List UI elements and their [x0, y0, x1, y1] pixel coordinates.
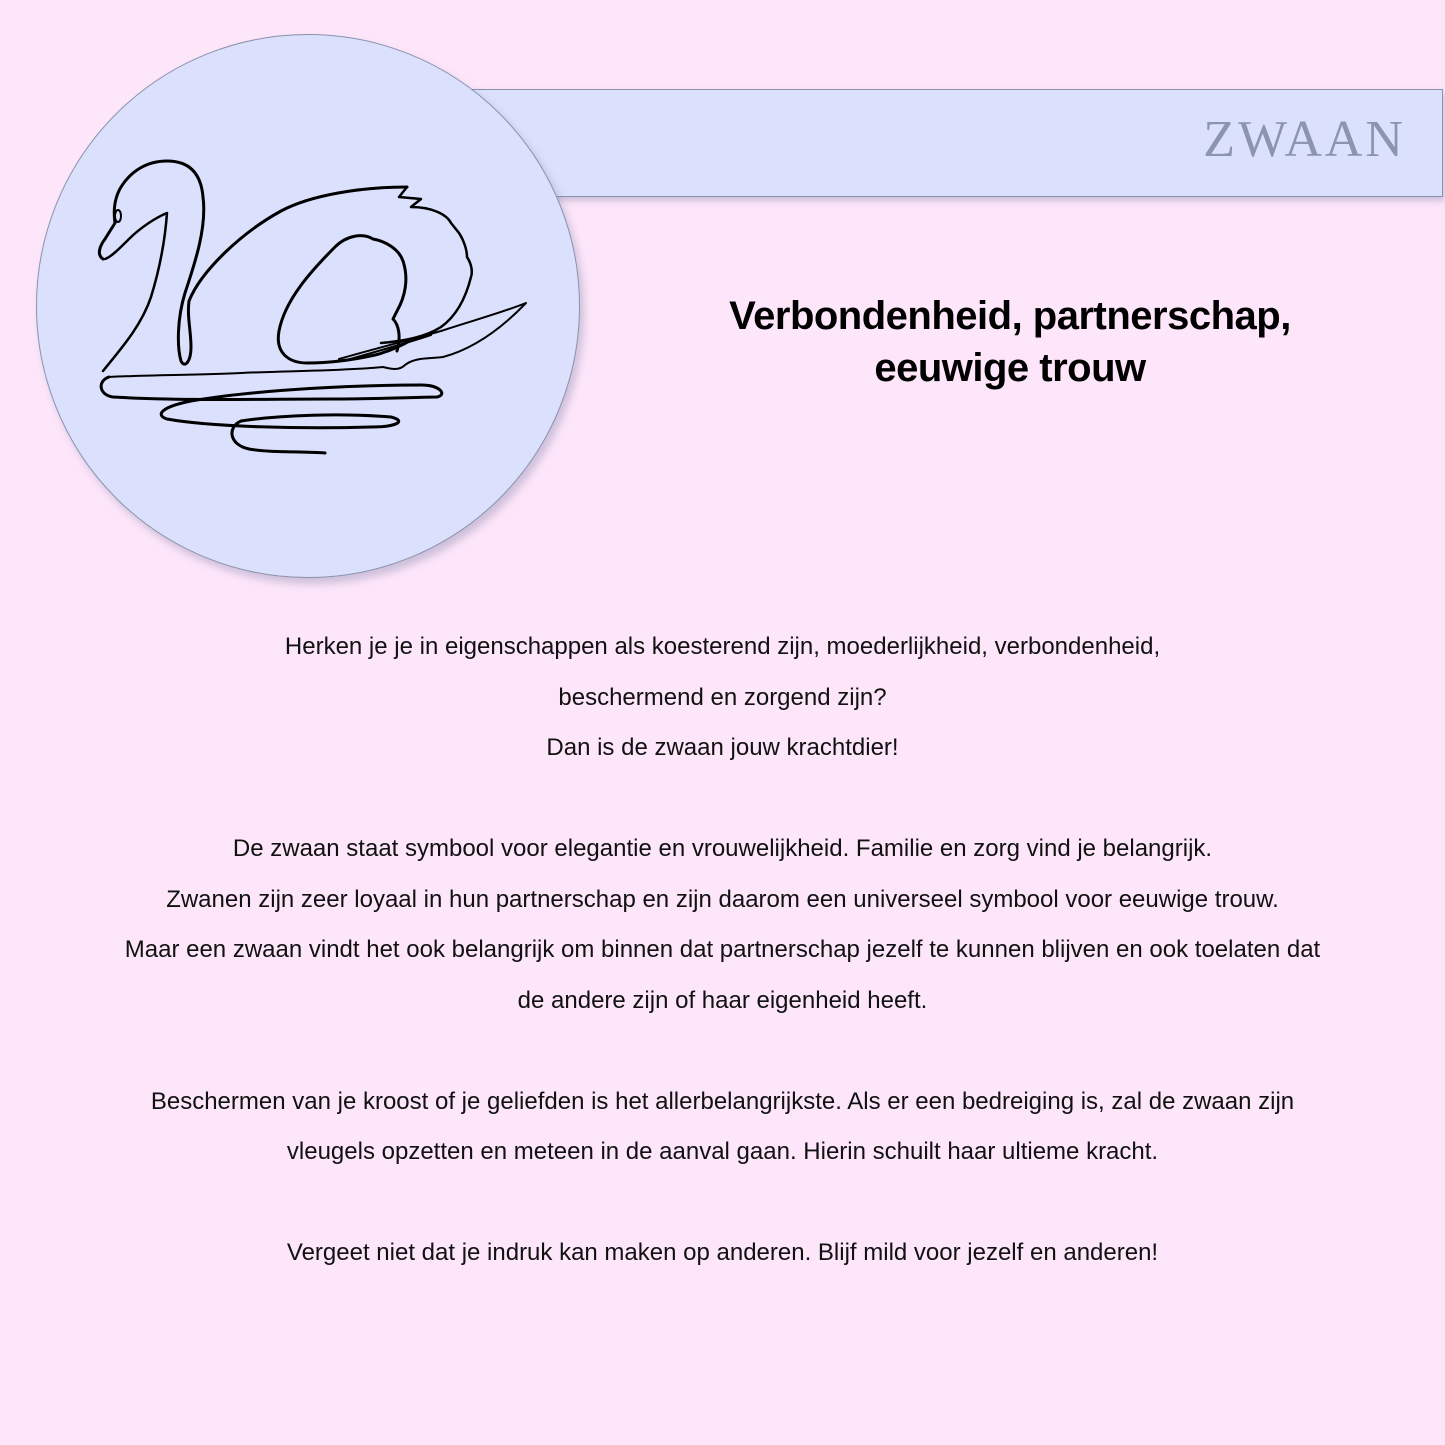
subtitle-heading: [700, 290, 1320, 394]
paragraph-2: [0, 824, 1445, 1026]
paragraph-3: [0, 1077, 1445, 1178]
text-line: Beschermen van je kroost of je geliefden is het allerbelangrijkste. Als er een bedreiging is, zal de zwaan zijn: [150, 1087, 1295, 1115]
title-banner: [470, 89, 1443, 197]
subtitle-line-2: eeuwige trouw: [874, 346, 1146, 390]
paragraph-1: [0, 622, 1445, 774]
page-title: ZWAAN: [1203, 111, 1406, 168]
body-text: [0, 622, 1445, 1279]
paragraph-spacer: [0, 774, 1445, 825]
text-line: Dan is de zwaan jouw krachtdier!: [546, 734, 899, 761]
text-line: Herken je je in eigenschappen als koesterend zijn, moederlijkheid, verbondenheid,: [284, 633, 1161, 660]
paragraph-spacer: [0, 1178, 1445, 1229]
text-line: Vergeet niet dat je indruk kan maken op anderen. Blijf mild voor jezelf en anderen!: [286, 1239, 1159, 1266]
text-line: beschermend en zorgend zijn?: [558, 683, 887, 711]
text-line: Zwanen zijn zeer loyaal in hun partnerschap en zijn daarom een universeel symbool voor eeuwige trouw.: [166, 885, 1279, 913]
swan-line-drawing-icon: [37, 35, 580, 578]
text-line: vleugels opzetten en meteen in de aanval gaan. Hierin schuilt haar ultieme kracht.: [286, 1138, 1159, 1165]
subtitle-line-1: Verbondenheid, partnerschap,: [729, 294, 1291, 338]
text-line: Maar een zwaan vindt het ook belangrijk om binnen dat partnerschap jezelf te kunnen blijven en ook toelaten dat: [124, 936, 1321, 963]
text-line: De zwaan staat symbool voor elegantie en vrouwelijkheid. Familie en zorg vind je belangrijk.: [232, 835, 1213, 862]
paragraph-spacer: [0, 1026, 1445, 1077]
paragraph-4: [0, 1228, 1445, 1279]
text-line: de andere zijn of haar eigenheid heeft.: [517, 986, 928, 1014]
swan-emblem: [36, 34, 580, 578]
